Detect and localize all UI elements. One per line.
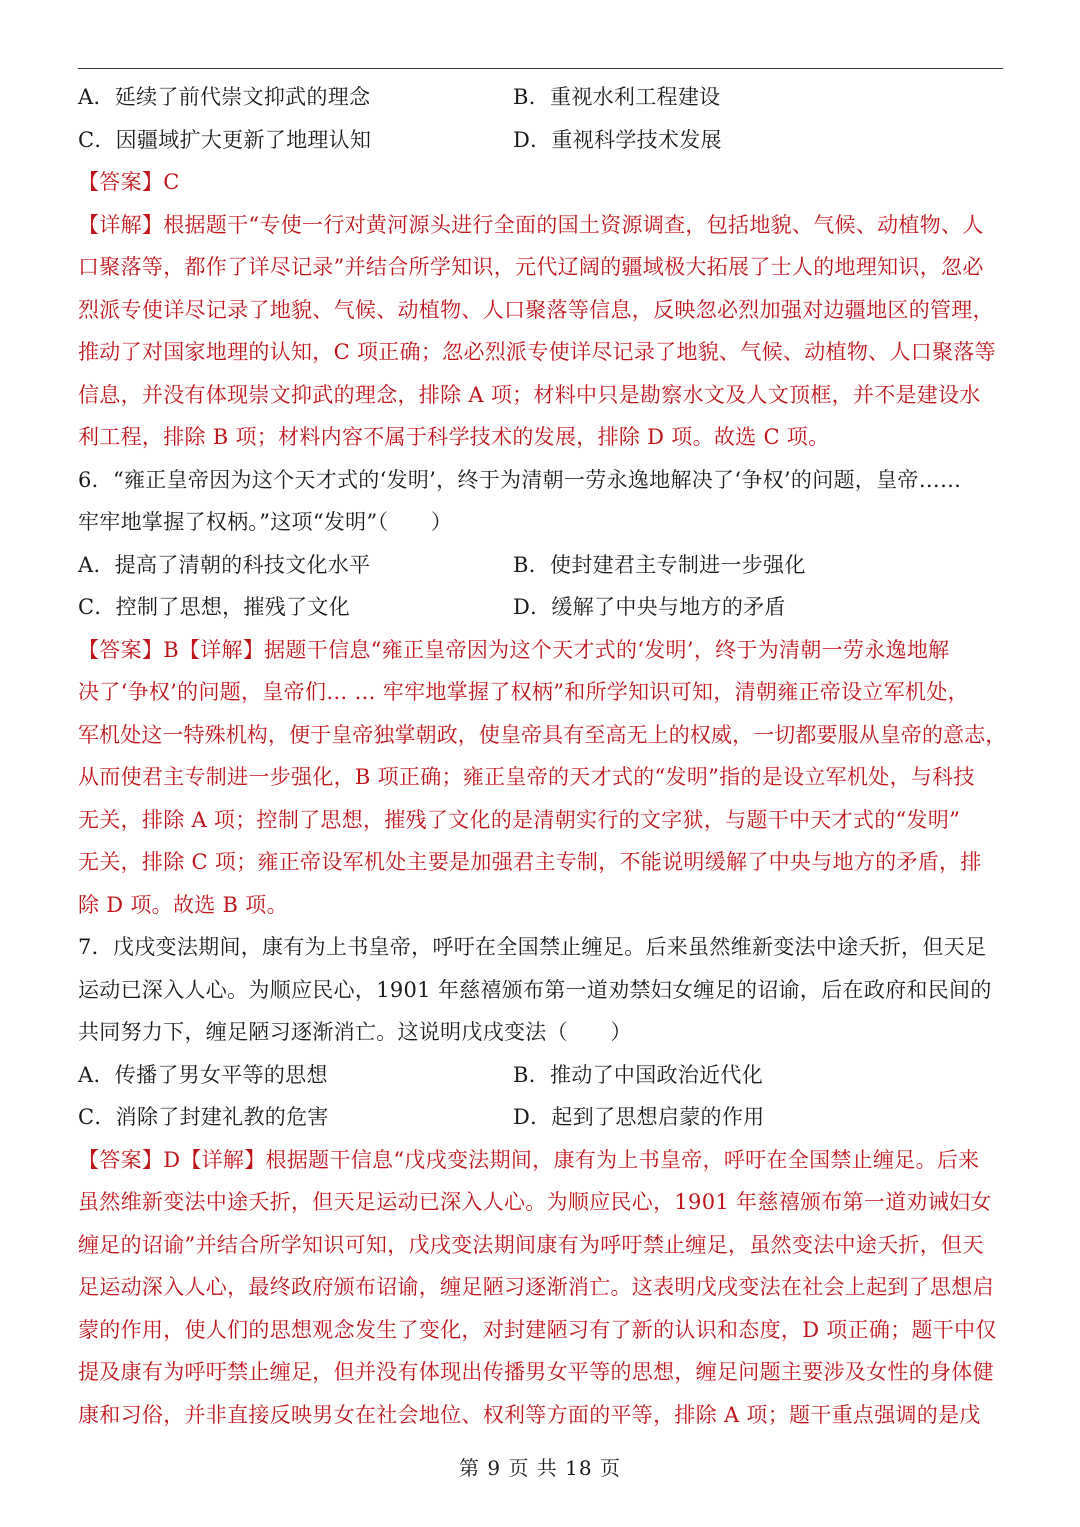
q6-option-c: C．控制了思想，摧残了文化 [78,595,350,619]
q5-options-row-1 [78,76,1006,119]
q5-answer: 【答案】C [78,170,180,194]
q7-options-row-2 [78,1096,1006,1139]
q5-option-d: D．重视科学技术发展 [513,127,722,152]
q6-explanation-line: 军机处这一特殊机构，便于皇帝独掌朝政，使皇帝具有至高无上的权威，一切都要服从皇帝的意志， [78,722,1007,747]
q6-stem-line: 牢牢地掌握了权柄。”这项“发明”（ ） [78,510,453,534]
q7-explanation-line: 缠足的诏谕”并结合所学知识可知，戊戌变法期间康有为呼吁禁止缠足，虽然变法中途夭折，但天 [78,1232,984,1257]
q5-explanation-line: 口聚落等，都作了详尽记录”并结合所学知识，元代辽阔的疆域极大拓展了士人的地理知识，忽必 [78,255,984,279]
header-divider [78,68,1003,69]
q7-explanation-line: 足运动深入人心，最终政府颁布诏谕，缠足陋习逐渐消亡。这表明戊戌变法在社会上起到了思想启 [78,1275,994,1299]
q5-explanation [78,204,1006,459]
q6-explanation [78,629,1006,927]
q7-explanation [78,1139,1006,1437]
q5-explanation-line: 推动了对国家地理的认知，C 项正确；忽必烈派专使详尽记录了地貌、气候、动植物、人口聚落等 [78,340,996,364]
q6-stem [78,459,1006,544]
q7-stem-line: 7．戊戌变法期间，康有为上书皇帝，呼吁在全国禁止缠足。后来虽然维新变法中途夭折，但天足 [78,935,987,959]
page-number-footer: 第 9 页 共 18 页 [459,1456,621,1480]
q6-option-a: A．提高了清朝的科技文化水平 [78,552,371,577]
q6-explanation-line: 从而使君主专制进一步强化，B 项正确；雍正皇帝的天才式的“发明”指的是设立军机处，与科技 [78,765,975,789]
q7-explanation-line: 康和习俗，并非直接反映男女在社会地位、权利等方面的平等，排除 A 项；题干重点强调的是戊 [78,1402,981,1427]
q7-stem [78,926,1006,1054]
q6-option-d: D．缓解了中央与地方的矛盾 [513,595,786,619]
q7-stem-line: 共同努力下，缠足陋习逐渐消亡。这说明戊戌变法（ ） [78,1020,632,1044]
q5-option-c: C．因疆域扩大更新了地理认知 [78,127,372,152]
q6-options-row-2 [78,586,1006,629]
q7-explanation-line: 【答案】D【详解】根据题干信息“戊戌变法期间，康有为上书皇帝，呼吁在全国禁止缠足。后来 [78,1147,980,1172]
q5-option-a: A．延续了前代崇文抑武的理念 [78,85,371,109]
q6-explanation-line: 无关，排除 C 项；雍正帝设军机处主要是加强君主专制，不能说明缓解了中央与地方的矛盾，排 [78,850,982,874]
q5-explanation-line: 利工程，排除 B 项；材料内容不属于科学技术的发展，排除 D 项。故选 C 项。 [78,425,830,449]
page-content [78,76,1006,1436]
q7-explanation-line: 提及康有为呼吁禁止缠足，但并没有体现出传播男女平等的思想，缠足问题主要涉及女性的身体健 [78,1360,994,1384]
q7-option-c: C．消除了封建礼教的危害 [78,1105,329,1129]
q6-options-row-1 [78,544,1006,587]
q5-explanation-line: 烈派专使详尽记录了地貌、气候、动植物、人口聚落等信息，反映忽必烈加强对边疆地区的管理， [78,297,994,322]
q7-stem-line: 运动已深入人心。为顺应民心，1901 年慈禧颁布第一道劝禁妇女缠足的诏谕，后在政府和民间的 [78,977,992,1002]
q7-explanation-line: 蒙的作用，使人们的思想观念发生了变化，对封建陋习有了新的认识和态度，D 项正确；题干中仅 [78,1317,997,1342]
q6-explanation-line: 【答案】B【详解】据题干信息“雍正皇帝因为这个天才式的‘发明’，终于为清朝一劳永逸地解 [78,637,950,662]
q6-explanation-line: 无关，排除 A 项；控制了思想，摧残了文化的是清朝实行的文字狱，与题干中天才式的“发明” [78,807,961,832]
q6-option-b: B．使封建君主专制进一步强化 [513,552,806,577]
q7-options-row-1 [78,1054,1006,1097]
q5-option-b: B．重视水利工程建设 [513,85,721,109]
q6-explanation-line: 除 D 项。故选 B 项。 [78,892,288,917]
q5-explanation-line: 信息，并没有体现崇文抑武的理念，排除 A 项；材料中只是勘察水文及人文顶框，并不是建设水 [78,382,981,407]
q6-explanation-line: 决了‘争权’的问题，皇帝们… … 牢牢地掌握了权柄”和所学知识可知，清朝雍正帝设立军机处， [78,680,969,704]
q7-option-b: B．推动了中国政治近代化 [513,1062,764,1087]
q5-options-row-2 [78,119,1006,162]
q7-explanation-line: 虽然维新变法中途夭折，但天足运动已深入人心。为顺应民心，1901 年慈禧颁布第一道劝诫妇女 [78,1190,992,1214]
q7-option-a: A．传播了男女平等的思想 [78,1062,328,1087]
q7-option-d: D．起到了思想启蒙的作用 [513,1105,765,1129]
q5-explanation-line: 【详解】根据题干“专使一行对黄河源头进行全面的国土资源调查，包括地貌、气候、动植物、人 [78,212,984,237]
q6-stem-line: 6．“雍正皇帝因为这个天才式的‘发明’，终于为清朝一劳永逸地解决了‘争权’的问题，皇帝…… [78,467,962,492]
